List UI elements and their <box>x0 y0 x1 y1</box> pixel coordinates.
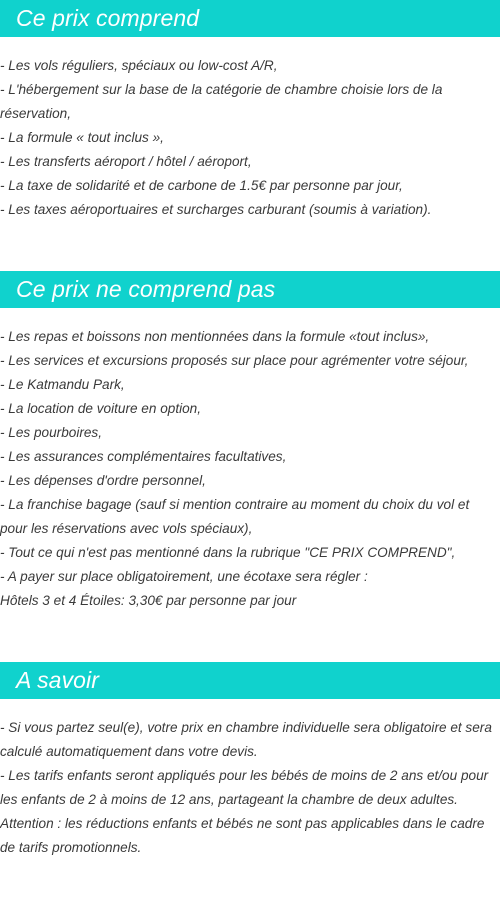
section-price-includes <box>0 0 500 222</box>
section-body <box>0 716 500 860</box>
section-body <box>0 54 500 222</box>
section-price-excludes <box>0 271 500 613</box>
list-item: - Les vols réguliers, spéciaux ou low-cost A/R, <box>0 58 278 73</box>
list-item: - Les dépenses d'ordre personnel, <box>0 473 206 488</box>
section-title: Ce prix comprend <box>16 5 200 31</box>
list-item: - La formule « tout inclus », <box>0 130 164 145</box>
section-title: A savoir <box>16 667 100 693</box>
list-item: - Tout ce qui n'est pas mentionné dans la rubrique "CE PRIX COMPREND", <box>0 545 456 560</box>
list-item: - La taxe de solidarité et de carbone de 1.5€ par personne par jour, <box>0 178 403 193</box>
list-item: - La franchise bagage (sauf si mention contraire au moment du choix du vol et pour les réservations avec vols spéciaux), <box>0 497 470 536</box>
section-body <box>0 325 500 613</box>
list-item: - Les services et excursions proposés sur place pour agrémenter votre séjour, <box>0 353 469 368</box>
section-good-to-know <box>0 662 500 860</box>
list-item: - L'hébergement sur la base de la catégorie de chambre choisie lors de la réservation, <box>0 82 443 121</box>
list-item: - Les assurances complémentaires facultatives, <box>0 449 287 464</box>
section-header <box>0 662 500 699</box>
list-item: Attention : les réductions enfants et bébés ne sont pas applicables dans le cadre de tarifs promotionnels. <box>0 816 485 855</box>
list-item: - Si vous partez seul(e), votre prix en chambre individuelle sera obligatoire et sera calculé automatiquement dans votre devis. <box>0 720 492 759</box>
list-item: - Les pourboires, <box>0 425 103 440</box>
list-item: - La location de voiture en option, <box>0 401 202 416</box>
list-item: - Les repas et boissons non mentionnées dans la formule «tout inclus», <box>0 329 430 344</box>
list-item: - Les taxes aéroportuaires et surcharges carburant (soumis à variation). <box>0 202 432 217</box>
section-title: Ce prix ne comprend pas <box>16 276 276 302</box>
section-header <box>0 271 500 308</box>
section-header <box>0 0 500 37</box>
list-item: - Le Katmandu Park, <box>0 377 125 392</box>
list-item: Hôtels 3 et 4 Étoiles: 3,30€ par personne par jour <box>0 593 297 608</box>
list-item: - Les tarifs enfants seront appliqués pour les bébés de moins de 2 ans et/ou pour les enfants de 2 à moins de 12 ans, partageant la chambre de deux adultes. <box>0 768 489 807</box>
list-item: - Les transferts aéroport / hôtel / aéroport, <box>0 154 252 169</box>
list-item: - A payer sur place obligatoirement, une écotaxe sera régler : <box>0 569 368 584</box>
